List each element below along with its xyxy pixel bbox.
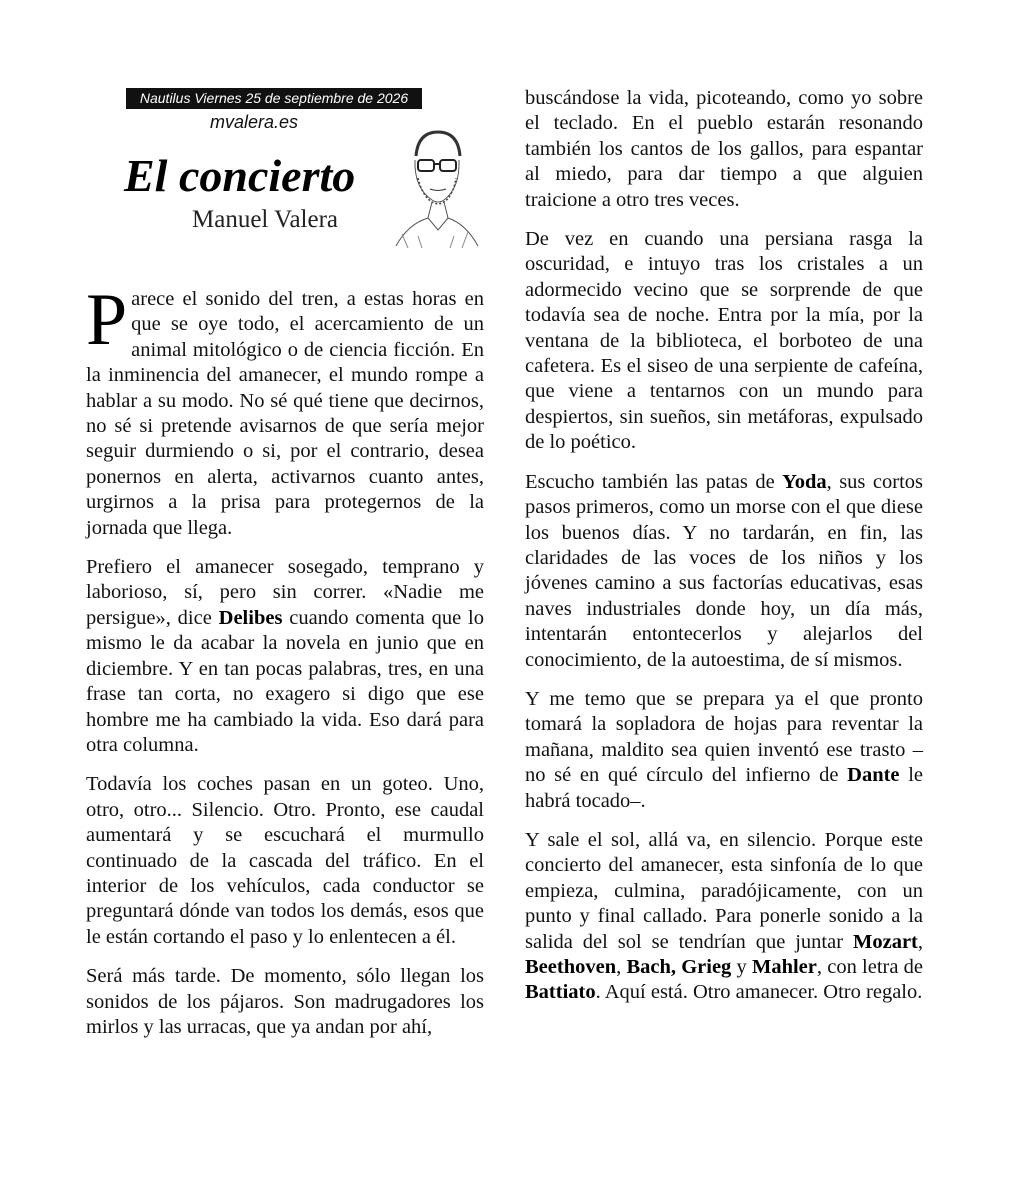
site-url: mvalera.es: [210, 112, 299, 132]
paragraph: [525, 828, 923, 1006]
separator-text: ,: [917, 930, 923, 953]
paragraph-text: Y sale el sol, allá va, en silencio. Porque este concierto del amanecer, esta sinfonía de lo que empieza, culmina, paradójicamente, con un punto y final callado. Para ponerle sonido a la salida del sol se tendrían que juntar: [525, 828, 923, 953]
author-portrait-sketch: [388, 126, 482, 250]
paragraph-text: Y me temo que se prepara ya el que pronto tomará la sopladora de hojas para reventar la mañana, maldito sea quien inventó ese trasto –no sé en qué círculo del infierno de: [525, 687, 923, 787]
paragraph-text: arece el sonido del tren, a estas horas en que se oye todo, el acercamiento de un animal mitológico o de ciencia ficción. En la inminencia del amanecer, el mundo rompe a hablar a su modo. No sé qué tiene que decirnos, no sé si pretende avisarnos de que sería mejor seguir durmiendo o si, por el contrario, desea ponernos en alerta, activarnos cuanto antes, urgirnos a la prisa para protegernos de la jornada que llega.: [86, 288, 484, 539]
separator-text: ,: [616, 956, 627, 978]
right-text-column: [525, 86, 923, 1020]
paragraph: [86, 555, 484, 758]
paragraph: De vez en cuando una persiana rasga la oscuridad, e intuyo tras los cristales a un adormecido vecino que se sorprende de que todavía sea de noche. Entra por la mía, por la ventana de la biblioteca, el borboteo de una cafetera. Es el siseo de una serpiente de cafeína, que viene a tentarnos con un mundo para despiertos, sin sueños, sin metáforas, expulsado de lo poético.: [525, 228, 923, 454]
article-title: El concierto: [124, 150, 356, 201]
separator-text: , con letra de: [816, 956, 924, 978]
author-name: Manuel Valera: [192, 206, 339, 233]
bold-name: Dante: [847, 764, 900, 787]
paragraph-text: , sus cortos pasos primeros, como un morse con el que diese los buenos días. Y no tardarán, en fin, las claridades de las voces de los niños y los jóvenes camino a sus factorías educativas, esas naves industriales donde hoy, un día más, intentarán entontecerlos y alejarlos del conocimiento, de la autoestima, de sí mismos.: [525, 470, 923, 671]
bold-name: Bach, Grieg: [626, 956, 732, 978]
bold-name: Mahler: [751, 956, 817, 978]
paragraph: [525, 687, 923, 814]
paragraph: buscándose la vida, picoteando, como yo sobre el teclado. En el pueblo estarán resonando también los cantos de los gallos, para espantar al miedo, para dar tiempo a que alguien traicione a otro tres veces.: [525, 87, 923, 211]
bold-name: Delibes: [218, 606, 283, 629]
bold-name: Beethoven: [525, 956, 617, 978]
paragraph: Será más tarde. De momento, sólo llegan los sonidos de los pájaros. Son madrugadores los mirlos y las urracas, que ya andan por ahí,: [86, 965, 484, 1038]
paragraph-text: Escucho también las patas de: [525, 470, 783, 493]
separator-text: y: [731, 956, 752, 978]
drop-cap: P: [86, 279, 128, 361]
paragraph-text: cuando comenta que lo mismo le da acabar la novela en junio que en diciembre. Y en tan pocas palabras, tres, en una frase tan corta, no exagero si digo que ese hombre me ha cambiado la vida. Eso dará para otra columna.: [86, 606, 484, 756]
bold-name: Mozart: [853, 930, 918, 953]
paragraph: Todavía los coches pasan en un goteo. Uno, otro, otro... Silencio. Otro. Pronto, ese caudal aumentará y se escuchará el murmullo continuado de la cascada del tráfico. En el interior de los vehículos, cada conductor se preguntará dónde van todos los demás, esos que le están cortando el paso y lo enlentecen a él.: [86, 773, 484, 948]
paragraph: [86, 279, 484, 541]
left-text-column: [86, 279, 484, 1054]
bold-name: Battiato: [525, 981, 596, 1004]
bold-name: Yoda: [782, 470, 827, 493]
paragraph-text: Prefiero el amanecer sosegado, temprano y laborioso, sí, pero sin correr. «Nadie me persigue», dice: [86, 556, 484, 629]
paragraph-text: le habrá tocado–.: [525, 764, 924, 812]
paragraph-text: . Aquí está. Otro amanecer. Otro regalo.: [595, 981, 923, 1004]
publication-date-badge: Nautilus Viernes 25 de septiembre de 2026: [126, 88, 422, 109]
paragraph: [525, 470, 923, 673]
